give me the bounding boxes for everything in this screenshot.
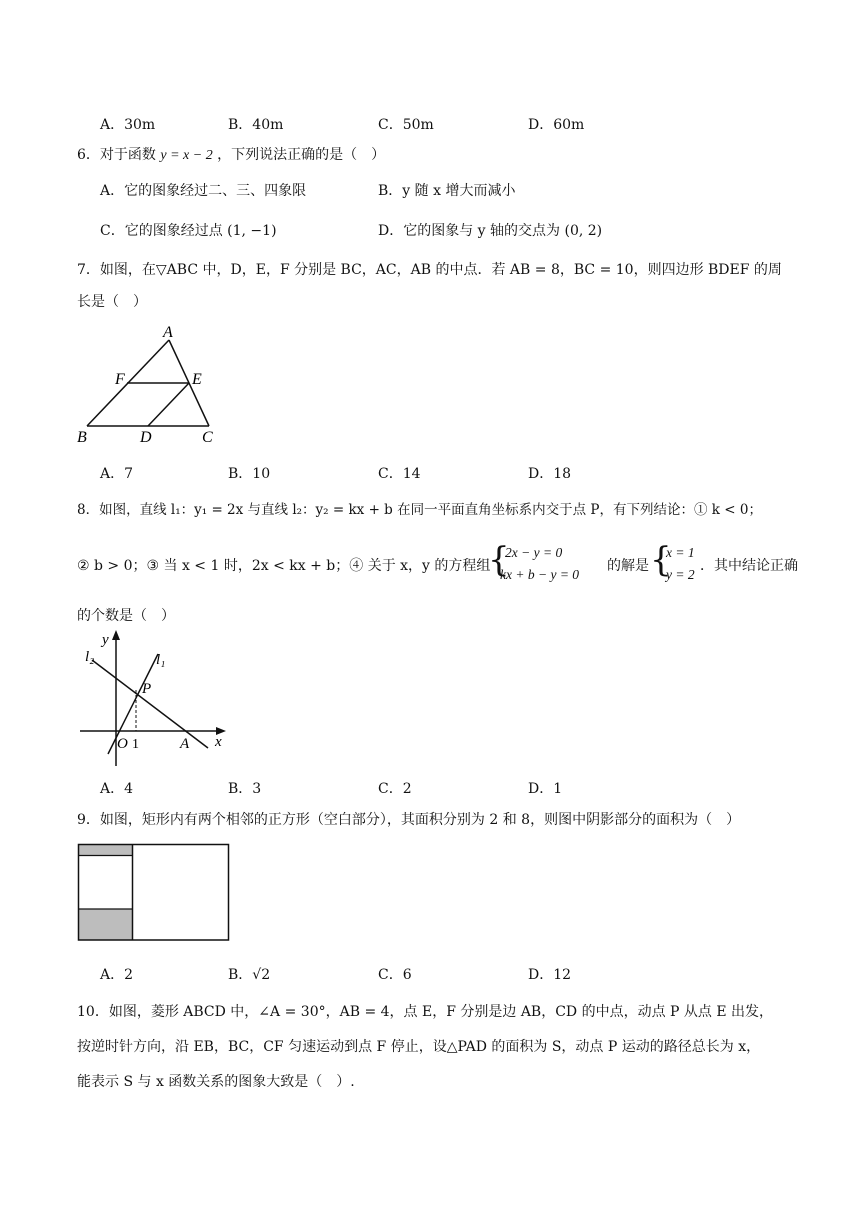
q10-line3: 能表示 S 与 x 函数关系的图象大致是（ ）. (77, 1074, 355, 1090)
q10-line1: 10．如图，菱形 ABCD 中，∠A = 30°，AB = 4，点 E，F 分别是边 AB，CD 的中点，动点 P 从点 E 出发， (77, 1004, 774, 1020)
q8-line2-b: 的解是 (607, 558, 649, 574)
q8-graph-figure (72, 628, 232, 768)
q7-option-c: C．14 (378, 466, 421, 482)
q7-segment-ed (148, 383, 189, 426)
q6-stem (77, 145, 385, 166)
q6-option-c: C．它的图象经过点 (1, −1) (100, 223, 277, 239)
q6-stem-prefix: 6．对于函数 (77, 147, 156, 163)
q6-option-d: D．它的图象与 y 轴的交点为 (0, 2) (378, 223, 603, 239)
q9-line1: 9．如图，矩形内有两个相邻的正方形（空白部分），其面积分别为 2 和 8，则图中阴影部分的面积为（ ） (77, 812, 741, 828)
q10-line2: 按逆时针方向，沿 EB，BC，CF 匀速运动到点 F 停止，设△PAD 的面积为 S，动点 P 运动的路径总长为 x， (77, 1039, 761, 1055)
q8-system-brace: { (488, 540, 510, 580)
q9-rectangle-figure (77, 843, 231, 943)
q8-option-d: D．1 (528, 781, 563, 797)
q5-option-c: C．50m (378, 117, 434, 133)
q6-option-b: B．y 随 x 增大而减小 (378, 183, 516, 199)
q8-solution-x: x = 1 (666, 545, 695, 560)
q8-system-eq1: 2x − y = 0 (505, 545, 563, 560)
q9-option-a: A．2 (100, 967, 134, 983)
q7-triangle-figure (72, 322, 232, 448)
q8-line3: 的个数是（ ） (77, 608, 175, 624)
q9-option-d: D．12 (528, 967, 572, 983)
q8-label-x: x (215, 734, 222, 750)
q8-label-p: P (142, 681, 152, 697)
q8-line2-c: ．其中结论正确 (700, 558, 798, 574)
q8-label-a: A (180, 736, 190, 752)
q6-option-a: A．它的图象经过二、三、四象限 (100, 183, 307, 199)
q8-option-a: A．4 (100, 781, 134, 797)
q8-solution-y: y = 2 (666, 567, 695, 582)
q5-option-b: B．40m (228, 117, 284, 133)
q9-option-c: C．6 (378, 967, 412, 983)
q5-option-d: D．60m (528, 117, 585, 133)
q9-shaded-top (79, 845, 133, 856)
q7-option-a: A．7 (100, 466, 134, 482)
q7-label-f: F (115, 371, 125, 388)
q7-line2: 长是（ ） (77, 294, 147, 310)
q8-label-l2: l₂ (85, 649, 95, 665)
q8-label-l1: l₁ (156, 652, 166, 668)
q7-label-a: A (163, 324, 173, 341)
q8-y-arrow-icon (112, 630, 120, 640)
q8-solution-brace: { (650, 540, 672, 580)
q6-stem-suffix: ，下列说法正确的是（ ） (217, 147, 386, 163)
q9-option-b: B．√2 (228, 967, 271, 983)
q8-label-one: 1 (132, 737, 139, 752)
q8-option-b: B．3 (228, 781, 262, 797)
q8-line2-a: ② b > 0；③ 当 x < 1 时，2x < kx + b；④ 关于 x，y 的方程组 (77, 558, 491, 574)
q7-label-d: D (140, 429, 152, 446)
q9-shaded-bottom (79, 909, 133, 940)
q7-label-b: B (77, 429, 87, 446)
q7-label-e: E (192, 371, 202, 388)
q8-label-y: y (102, 632, 109, 648)
q7-option-b: B．10 (228, 466, 271, 482)
q7-option-d: D．18 (528, 466, 572, 482)
q8-system-eq2: kx + b − y = 0 (500, 567, 580, 582)
q7-line1: 7．如图，在▽ABC 中，D，E，F 分别是 BC，AC，AB 的中点．若 AB = 8，BC = 10，则四边形 BDEF 的周 (77, 262, 782, 278)
q6-function: y = x − 2 (160, 148, 213, 163)
q8-label-origin: O (117, 736, 128, 752)
q8-option-c: C．2 (378, 781, 412, 797)
q8-line1: 8．如图，直线 l₁：y₁ = 2x 与直线 l₂：y₂ = kx + b 在同一平面直角坐标系内交于点 P，有下列结论：① k < 0； (77, 502, 762, 518)
q7-label-c: C (202, 429, 213, 446)
q8-line-l2 (92, 660, 208, 748)
q5-option-a: A．30m (100, 117, 156, 133)
